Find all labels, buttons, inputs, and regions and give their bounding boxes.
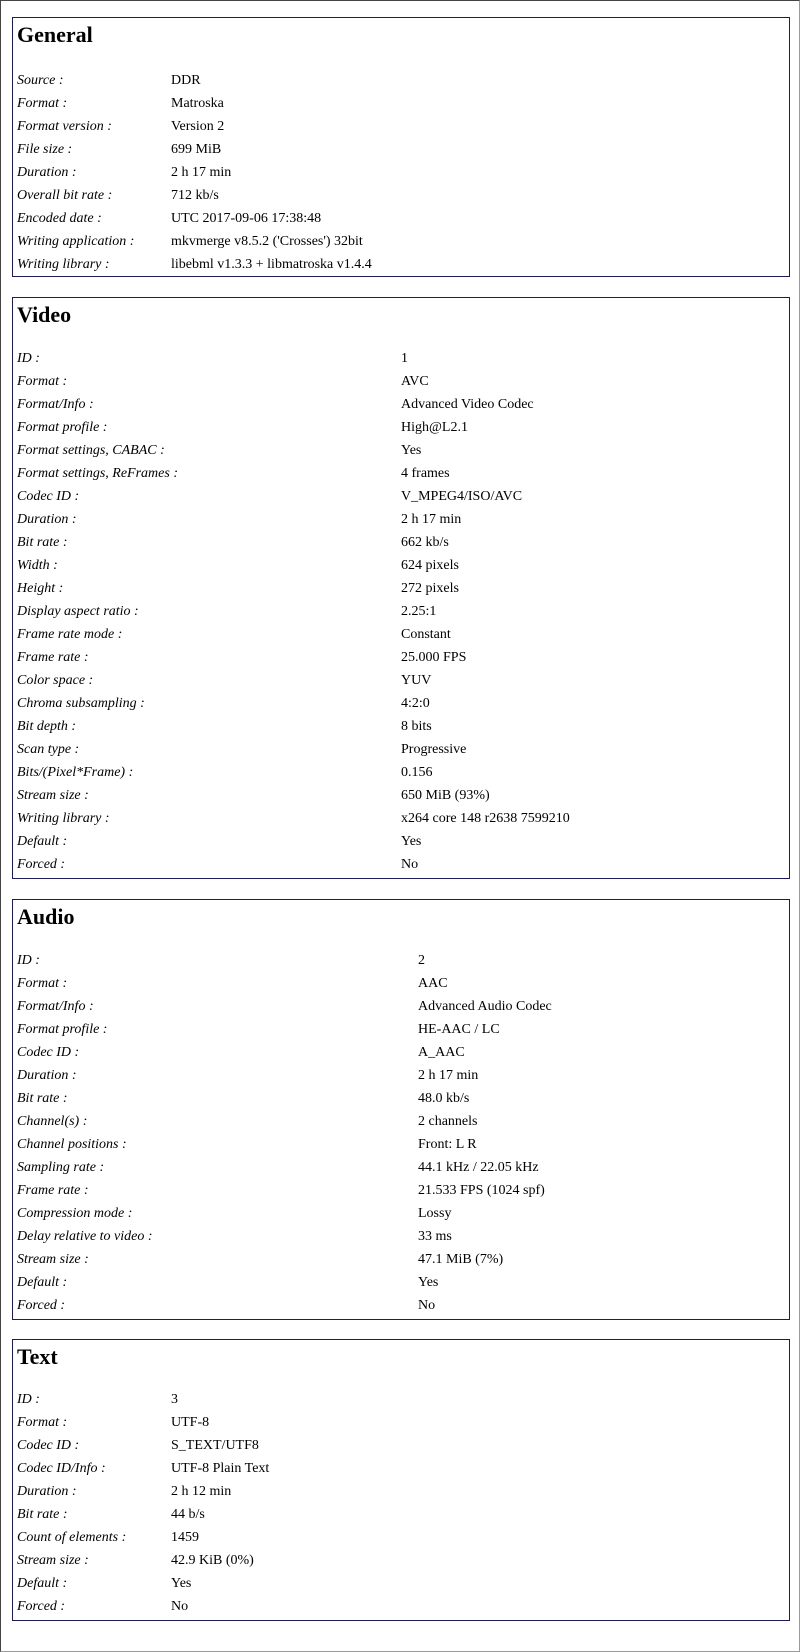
field-value: 2 h 12 min [171, 1484, 232, 1499]
field-label: Encoded date : [17, 211, 102, 226]
field-value: 21.533 FPS (1024 spf) [418, 1183, 545, 1198]
info-row [17, 646, 785, 669]
field-value: 4:2:0 [401, 696, 430, 711]
field-value: Yes [418, 1275, 439, 1290]
info-row [17, 508, 785, 531]
info-row [17, 1248, 785, 1271]
field-label: Format/Info : [17, 397, 94, 412]
field-label: Channel positions : [17, 1137, 127, 1152]
field-label: ID : [17, 953, 40, 968]
field-value: Version 2 [171, 119, 225, 134]
field-label: Bits/(Pixel*Frame) : [17, 765, 134, 780]
field-value: AVC [401, 374, 429, 389]
field-value: AAC [418, 976, 448, 991]
field-label: Format/Info : [17, 999, 94, 1014]
field-value: 4 frames [401, 466, 450, 481]
field-label: File size : [17, 142, 73, 157]
field-label: Format settings, CABAC : [17, 443, 165, 458]
info-row [17, 995, 785, 1018]
field-value: No [171, 1599, 189, 1614]
field-value: 33 ms [418, 1229, 452, 1244]
info-row [17, 439, 785, 462]
field-value: Constant [401, 627, 451, 642]
field-value: 699 MiB [171, 142, 222, 157]
field-value: x264 core 148 r2638 7599210 [401, 811, 570, 826]
field-value: Advanced Audio Codec [418, 999, 552, 1014]
field-value: 2 channels [418, 1114, 478, 1129]
info-row [17, 1041, 785, 1064]
field-value: 2 h 17 min [401, 512, 462, 527]
field-value: 3 [171, 1392, 178, 1407]
info-row [17, 1572, 785, 1595]
field-label: Writing application : [17, 234, 135, 249]
info-row [17, 138, 785, 161]
field-value: Advanced Video Codec [401, 397, 534, 412]
field-label: Format : [17, 96, 68, 111]
field-label: Default : [17, 1576, 68, 1591]
field-value: 44 b/s [171, 1507, 205, 1522]
field-label: Writing library : [17, 257, 110, 272]
field-value: Yes [401, 834, 422, 849]
info-row [17, 1087, 785, 1110]
field-value: 2 h 17 min [171, 165, 232, 180]
info-row [17, 692, 785, 715]
info-row [17, 1457, 785, 1480]
field-label: Forced : [17, 1599, 66, 1614]
info-row [17, 1549, 785, 1572]
field-label: Source : [17, 73, 64, 88]
field-value: S_TEXT/UTF8 [171, 1438, 259, 1453]
field-label: Format : [17, 1415, 68, 1430]
field-label: Forced : [17, 857, 66, 872]
field-value: 42.9 KiB (0%) [171, 1553, 254, 1568]
field-value: Front: L R [418, 1137, 477, 1152]
section-video [12, 297, 790, 879]
field-value: V_MPEG4/ISO/AVC [401, 489, 523, 504]
field-label: Stream size : [17, 1553, 89, 1568]
section-title: Video [17, 302, 72, 327]
info-row [17, 830, 785, 853]
field-label: Channel(s) : [17, 1114, 88, 1129]
field-value: High@L2.1 [401, 420, 468, 435]
info-row [17, 1526, 785, 1549]
field-label: Codec ID : [17, 1438, 80, 1453]
info-row [17, 1225, 785, 1248]
info-row [17, 1411, 785, 1434]
info-row [17, 92, 785, 115]
info-row [17, 1503, 785, 1526]
field-label: Chroma subsampling : [17, 696, 145, 711]
info-rows [17, 1388, 785, 1618]
info-row [17, 115, 785, 138]
field-value: 1459 [171, 1530, 199, 1545]
info-row [17, 1064, 785, 1087]
field-value: 2 [418, 953, 425, 968]
info-row [17, 738, 785, 761]
field-value: 8 bits [401, 719, 432, 734]
info-row [17, 807, 785, 830]
field-label: Count of elements : [17, 1530, 127, 1545]
field-value: UTF-8 [171, 1415, 210, 1430]
field-label: Default : [17, 1275, 68, 1290]
field-value: A_AAC [418, 1045, 465, 1060]
field-value: No [401, 857, 419, 872]
info-row [17, 69, 785, 92]
info-row [17, 1179, 785, 1202]
section-title: Text [17, 1344, 58, 1369]
field-value: 2.25:1 [401, 604, 437, 619]
field-value: UTC 2017-09-06 17:38:48 [171, 211, 322, 226]
info-row [17, 161, 785, 184]
field-label: Sampling rate : [17, 1160, 105, 1175]
field-label: Stream size : [17, 1252, 89, 1267]
field-label: Format : [17, 374, 68, 389]
info-row [17, 462, 785, 485]
field-label: Format settings, ReFrames : [17, 466, 178, 481]
info-rows [17, 347, 785, 876]
info-row [17, 485, 785, 508]
section-general [12, 17, 790, 277]
info-row [17, 347, 785, 370]
field-value: 650 MiB (93%) [401, 788, 490, 803]
field-value: 25.000 FPS [401, 650, 467, 665]
field-value: 0.156 [401, 765, 433, 780]
info-row [17, 1434, 785, 1457]
info-row [17, 1271, 785, 1294]
field-value: Yes [171, 1576, 192, 1591]
field-label: Format profile : [17, 1022, 108, 1037]
field-label: Duration : [17, 165, 77, 180]
field-label: Overall bit rate : [17, 188, 113, 203]
info-row [17, 853, 785, 876]
field-value: HE-AAC / LC [418, 1022, 500, 1037]
info-row [17, 1595, 785, 1618]
field-value: UTF-8 Plain Text [171, 1461, 270, 1476]
field-label: Display aspect ratio : [17, 604, 139, 619]
field-label: Bit rate : [17, 535, 68, 550]
field-label: Codec ID/Info : [17, 1461, 106, 1476]
info-row [17, 416, 785, 439]
section-text [12, 1339, 790, 1621]
field-value: No [418, 1298, 436, 1313]
field-value: 44.1 kHz / 22.05 kHz [418, 1160, 539, 1175]
field-label: Width : [17, 558, 58, 573]
field-label: Bit depth : [17, 719, 77, 734]
field-label: Default : [17, 834, 68, 849]
field-label: Bit rate : [17, 1507, 68, 1522]
field-label: Stream size : [17, 788, 89, 803]
info-row [17, 1480, 785, 1503]
info-row [17, 554, 785, 577]
info-row [17, 1294, 785, 1317]
field-label: Frame rate mode : [17, 627, 123, 642]
field-value: Yes [401, 443, 422, 458]
field-value: 2 h 17 min [418, 1068, 479, 1083]
info-rows [17, 949, 785, 1317]
info-row [17, 184, 785, 207]
field-value: Progressive [401, 742, 467, 757]
field-label: ID : [17, 351, 40, 366]
section-title: Audio [17, 904, 75, 929]
info-row [17, 253, 785, 276]
info-row [17, 207, 785, 230]
field-label: Format version : [17, 119, 112, 134]
info-row [17, 370, 785, 393]
field-label: Bit rate : [17, 1091, 68, 1106]
info-row [17, 600, 785, 623]
info-row [17, 972, 785, 995]
info-row [17, 577, 785, 600]
field-value: YUV [401, 673, 432, 688]
field-label: Format : [17, 976, 68, 991]
field-label: Scan type : [17, 742, 80, 757]
field-value: mkvmerge v8.5.2 ('Crosses') 32bit [171, 234, 363, 249]
field-label: Height : [17, 581, 64, 596]
section-title: General [17, 22, 93, 47]
field-label: Duration : [17, 1484, 77, 1499]
section-audio [12, 899, 790, 1320]
field-value: Lossy [418, 1206, 452, 1221]
field-value: Matroska [171, 96, 224, 111]
info-row [17, 669, 785, 692]
info-row [17, 1133, 785, 1156]
field-label: Delay relative to video : [17, 1229, 153, 1244]
info-row [17, 1110, 785, 1133]
info-row [17, 784, 785, 807]
field-value: 1 [401, 351, 408, 366]
info-row [17, 531, 785, 554]
field-label: Codec ID : [17, 489, 80, 504]
field-label: Format profile : [17, 420, 108, 435]
info-row [17, 1018, 785, 1041]
field-value: 662 kb/s [401, 535, 449, 550]
info-row [17, 623, 785, 646]
field-value: 47.1 MiB (7%) [418, 1252, 504, 1267]
field-value: 624 pixels [401, 558, 459, 573]
field-label: ID : [17, 1392, 40, 1407]
field-label: Color space : [17, 673, 94, 688]
field-label: Frame rate : [17, 1183, 89, 1198]
info-rows [17, 69, 785, 276]
info-row [17, 230, 785, 253]
field-label: Duration : [17, 512, 77, 527]
field-value: libebml v1.3.3 + libmatroska v1.4.4 [171, 257, 372, 272]
field-value: 48.0 kb/s [418, 1091, 470, 1106]
field-label: Codec ID : [17, 1045, 80, 1060]
field-label: Compression mode : [17, 1206, 133, 1221]
info-row [17, 1156, 785, 1179]
field-value: 272 pixels [401, 581, 459, 596]
field-label: Forced : [17, 1298, 66, 1313]
field-label: Frame rate : [17, 650, 89, 665]
field-label: Duration : [17, 1068, 77, 1083]
info-row [17, 393, 785, 416]
field-value: DDR [171, 73, 201, 88]
info-row [17, 715, 785, 738]
field-value: 712 kb/s [171, 188, 219, 203]
info-row [17, 1202, 785, 1225]
info-row [17, 761, 785, 784]
info-row [17, 949, 785, 972]
field-label: Writing library : [17, 811, 110, 826]
info-row [17, 1388, 785, 1411]
